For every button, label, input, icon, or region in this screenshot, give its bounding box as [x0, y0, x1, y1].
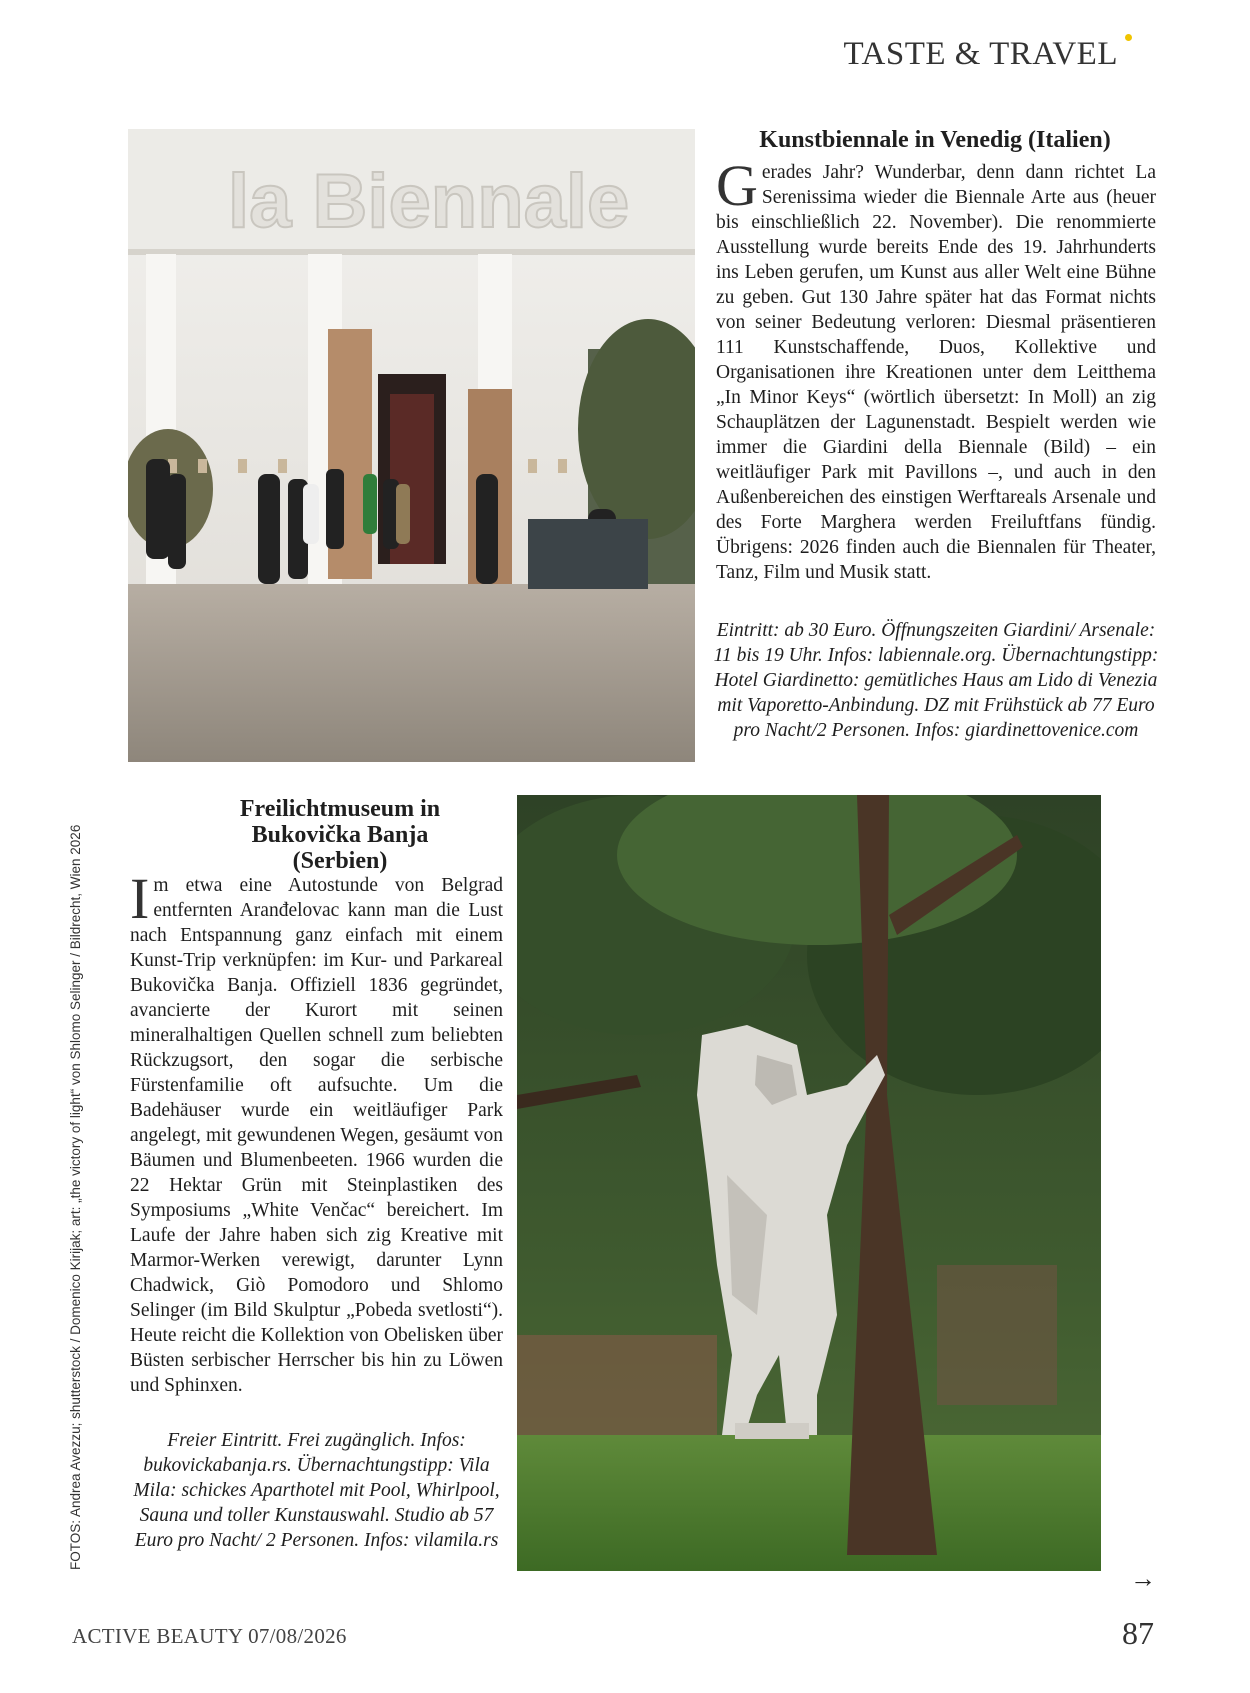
next-page-arrow-icon[interactable]: → [1130, 1564, 1156, 1593]
sculpture-photo [517, 795, 1101, 1571]
serbia-title-line3: (Serbien) [292, 848, 388, 874]
serbia-body-text: m etwa eine Autostunde von Belgrad entfernten Aranđelovac kann man die Lust nach Entspannung ganz einfach mit einem Kunst-Trip verknüpfen: im Kur- und Parkareal Bukovička Banja. Offiziell 1836 gegründet, avancierte der Kurort mit seinen mineralhaltigen Quellen schnell zum beliebten Rückzugsort, den sogar die serbische Fürstenfamilie oft aufsuchte. Um die Badehäuser wurde ein weitläufiger Park angelegt, mit gewundenen Wegen, gesäumt von Bäumen und Blumenbeeten. 1966 wurden die 22 Hektar Grün mit Steinplastiken des Symposiums „White Venčac“ bereichert. Im Laufe der Jahre haben sich zig Kreative mit Marmor-Werken verewigt, darunter Lynn Chadwick, Giò Pomodoro und Shlomo Selinger (im Bild Skulptur „Pobeda svetlosti“). Heute reicht die Kollektion von Obelisken über Büsten serbischer Herrscher bis hin zu Löwen und Sphinxen. [130, 875, 503, 1396]
biennale-sign-text: la Biennale [228, 159, 630, 244]
section-title: TASTE & TRAVEL [843, 36, 1118, 72]
venice-dropcap: G [716, 153, 758, 218]
serbia-article-title [180, 796, 500, 874]
venice-article-body [716, 153, 1156, 585]
page-number: 87 [1122, 1615, 1154, 1651]
biennale-photo [128, 129, 695, 762]
photo-credit: FOTOS: Andrea Avezzu; shutterstock / Domenico Kirijak; art: „the victory of light“ von Shlomo Selinger / Bildrecht, Wien 2026 [68, 824, 83, 1570]
magazine-issue: ACTIVE BEAUTY 07/08/2026 [72, 1624, 347, 1648]
serbia-title-line2: Bukovička Banja [251, 822, 429, 848]
venice-article-title: Kunstbiennale in Venedig (Italien) [759, 127, 1111, 153]
serbia-info-box: Freier Eintritt. Frei zugänglich. Infos: bukovickabanja.rs. Übernachtungstipp: Vila Mila: schickes Aparthotel mit Pool, Whirlpool, Sauna und toller Kunstauswahl. Studio ab 57 Euro pro Nacht/ 2 Personen. Infos: vilamila.rs [133, 1430, 500, 1551]
serbia-article-body [130, 866, 503, 1398]
accent-dot [1125, 34, 1132, 41]
venice-info-box: Eintritt: ab 30 Euro. Öffnungszeiten Giardini/ Arsenale: 11 bis 19 Uhr. Infos: labiennale.org. Übernachtungstipp: Hotel Giardinetto: gemütliches Haus am Lido di Venezia mit Vaporetto-Anbindung. DZ mit Frühstück ab 77 Euro pro Nacht/2 Personen. Infos: giardinettovenice.com [713, 620, 1159, 741]
serbia-title-line1: Freilichtmuseum in [239, 796, 441, 822]
serbia-dropcap: I [130, 866, 150, 931]
venice-body-text: erades Jahr? Wunderbar, denn dann richtet La Serenissima wieder die Biennale Arte aus (heuer bis einschließlich 22. November). Die renommierte Ausstellung wurde bereits Ende des 19. Jahrhunderts ins Leben gerufen, um Kunst aus aller Welt eine Bühne zu geben. Gut 130 Jahre später hat das Format nichts von seiner Bedeutung verloren: Diesmal präsentieren 111 Kunstschaffende, Duos, Kollektive und Organisationen ihre Kreationen unter dem Leitthema „In Minor Keys“ (wörtlich übersetzt: In Moll) an zig Schauplätzen der Lagunenstadt. Bespielt werden wie immer die Giardini della Biennale (Bild) – ein weitläufiger Park mit Pavillons –, und auch in den Außenbereichen des einstigen Werftareals Arsenale und des Forte Marghera werden Freiluftfans fündig. Übrigens: 2026 finden auch die Biennalen für Theater, Tanz, Film und Musik statt. [716, 162, 1156, 583]
